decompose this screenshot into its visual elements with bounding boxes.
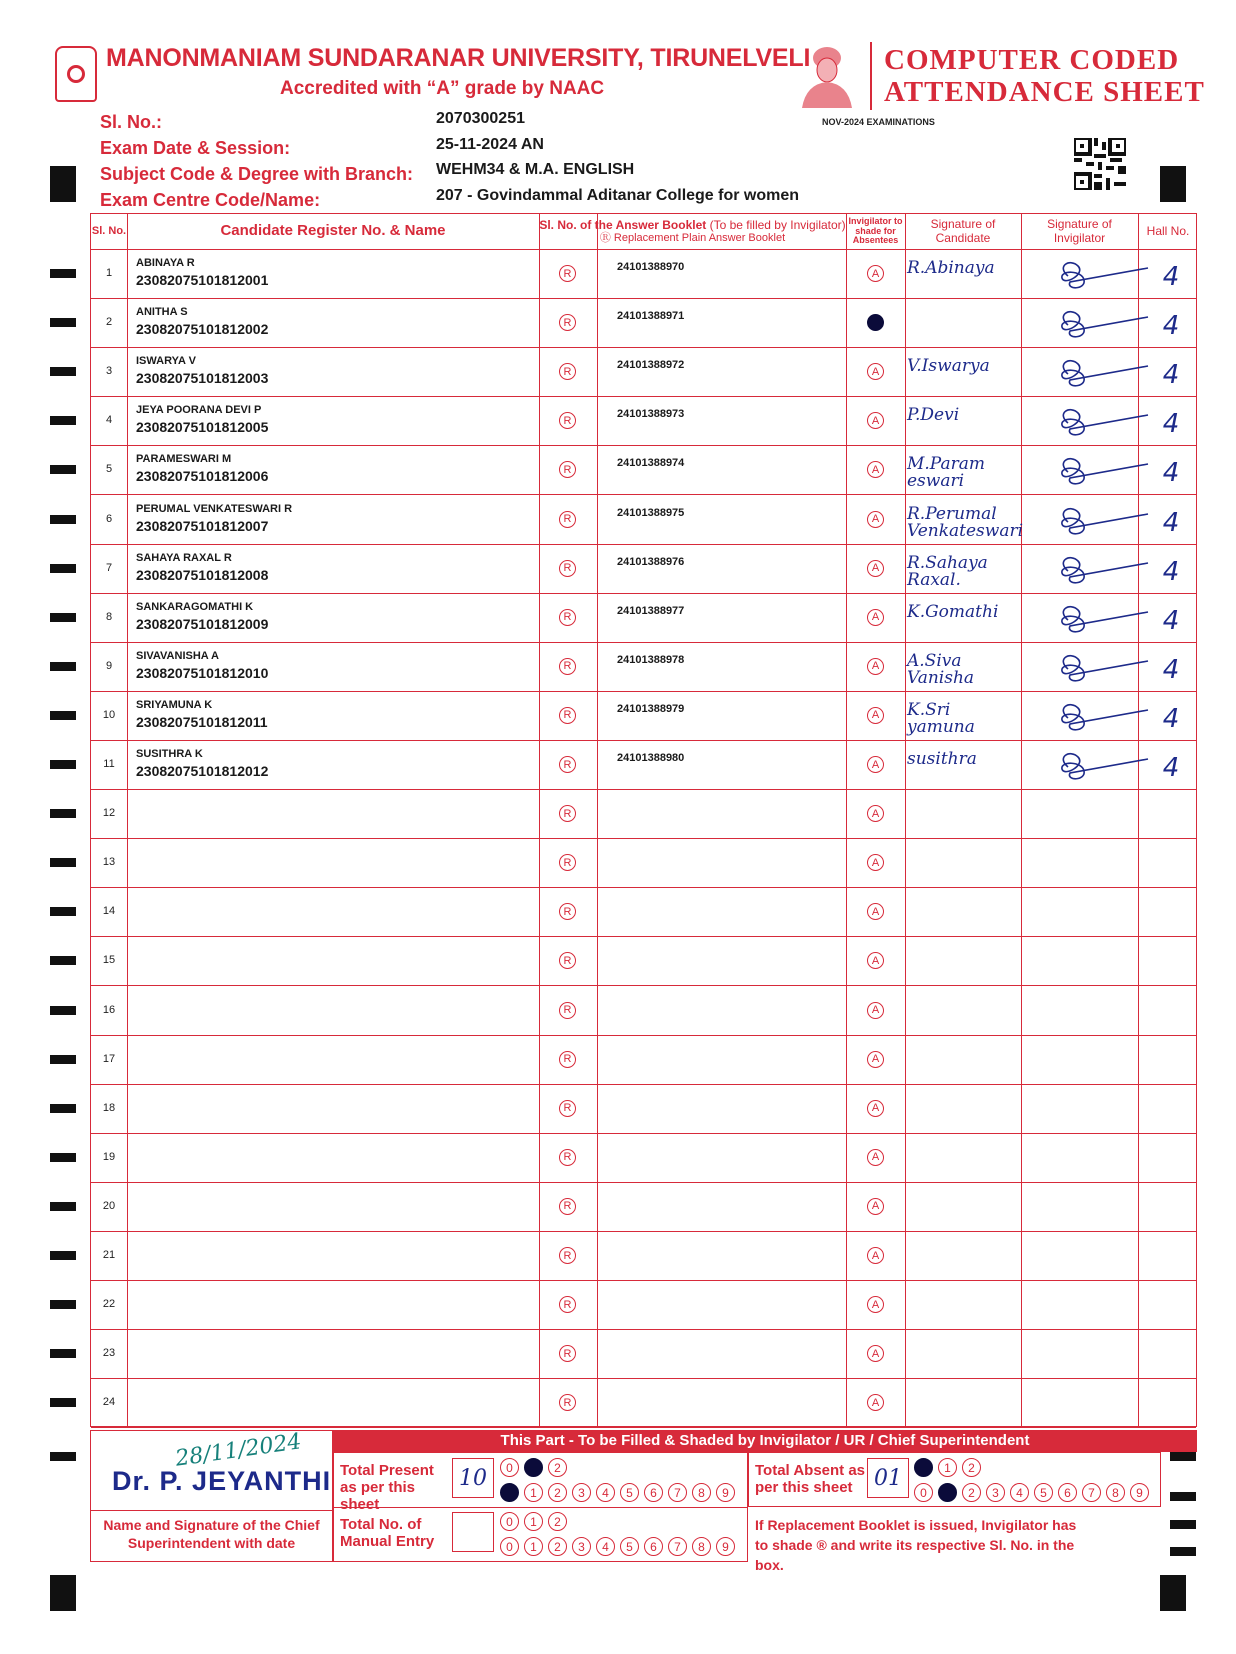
digit-bubble[interactable]: 1 — [524, 1537, 543, 1556]
absent-bubble[interactable]: A — [867, 560, 884, 577]
invigilator-signature-icon — [1048, 452, 1158, 492]
invigilator-signature-icon — [1048, 354, 1158, 394]
candidate-register-no: 23082075101812012 — [136, 763, 269, 779]
absent-bubble[interactable]: A — [867, 1296, 884, 1313]
digit-bubble[interactable]: 2 — [548, 1537, 567, 1556]
exam-tag: NOV-2024 EXAMINATIONS — [822, 117, 935, 127]
candidate-register-no: 23082075101812006 — [136, 468, 269, 485]
table-row — [91, 1134, 1196, 1183]
booklet-number: 24101388970 — [617, 261, 685, 273]
absent-bubble[interactable]: A — [867, 265, 884, 282]
digit-bubble[interactable]: 5 — [1034, 1483, 1053, 1502]
candidate-name: SUSITHRA K — [136, 748, 203, 760]
manual-entry-label: Total No. of Manual Entry — [340, 1516, 435, 1550]
candidate-register-no: 23082075101812002 — [136, 321, 269, 338]
exam-date-value: 25-11-2024 AN — [436, 136, 544, 153]
digit-bubble[interactable]: 8 — [692, 1483, 711, 1502]
table-row — [91, 888, 1196, 937]
digit-bubble[interactable] — [524, 1458, 543, 1477]
digit-bubble[interactable]: 4 — [596, 1537, 615, 1556]
candidate-signature: P.Devi — [907, 405, 960, 426]
table-row — [91, 839, 1196, 888]
hall-number: 4 — [1162, 458, 1180, 489]
timing-mark — [50, 907, 76, 916]
candidate-name: JEYA POORANA DEVI P — [136, 404, 262, 417]
invigilator-signature-icon — [1048, 600, 1158, 640]
sl-no-value: 2070300251 — [436, 110, 525, 127]
digit-bubble[interactable]: 8 — [692, 1537, 711, 1556]
row-sl-no: 4 — [105, 414, 113, 427]
absent-bubble[interactable]: A — [867, 1149, 884, 1166]
timing-mark — [1170, 1452, 1196, 1461]
digit-bubble[interactable]: 6 — [644, 1537, 663, 1556]
timing-mark — [50, 662, 76, 671]
candidate-name: PARAMESWARI M — [136, 453, 232, 466]
absent-bubble[interactable]: A — [867, 854, 884, 871]
digit-bubble[interactable]: 1 — [524, 1512, 543, 1531]
booklet-number: 24101388979 — [617, 702, 685, 715]
row-sl-no: 11 — [103, 758, 115, 770]
row-sl-no: 18 — [102, 1101, 116, 1114]
candidate-signature: susithra — [907, 749, 977, 769]
invigilator-signature-icon — [1048, 698, 1158, 738]
present-units-bubbles[interactable] — [500, 1483, 735, 1502]
digit-bubble[interactable]: 3 — [572, 1537, 591, 1556]
candidate-name: SAHAYA RAXAL R — [136, 551, 232, 564]
replacement-bubble[interactable]: R — [559, 1051, 576, 1068]
col-absentee: Invigilator to shade for Absentees — [848, 215, 903, 246]
table-row — [91, 1183, 1196, 1232]
col-candidate: Candidate Register No. & Name — [220, 222, 446, 240]
timing-mark — [1170, 1547, 1196, 1556]
candidate-register-no: 23082075101812010 — [136, 664, 269, 681]
row-sl-no: 21 — [102, 1249, 116, 1261]
timing-mark — [50, 367, 76, 376]
centre-label: Exam Centre Code/Name: — [100, 190, 321, 210]
digit-bubble[interactable]: 7 — [668, 1537, 687, 1556]
replacement-bubble[interactable]: R — [559, 1002, 576, 1019]
table-row — [91, 987, 1196, 1036]
timing-mark — [50, 1251, 76, 1260]
attendance-table — [90, 213, 1197, 1427]
replacement-bubble[interactable]: R — [559, 1100, 576, 1117]
timing-mark — [50, 465, 76, 474]
manual-entry-value[interactable] — [452, 1512, 494, 1552]
replacement-bubble[interactable]: R — [559, 1149, 576, 1166]
timing-mark — [50, 1349, 76, 1358]
invigilator-signature-icon — [1048, 502, 1158, 542]
row-sl-no: 23 — [102, 1347, 116, 1360]
table-row — [91, 741, 1196, 790]
university-name: MANONMANIAM SUNDARANAR UNIVERSITY, TIRUNELVELI — [106, 44, 811, 72]
table-row — [91, 692, 1196, 741]
candidate-signature: A.Siva Vanisha — [907, 650, 975, 688]
sl-no-label: Sl. No.: — [100, 112, 162, 132]
digit-bubble[interactable]: 0 — [500, 1512, 519, 1531]
booklet-number: 24101388980 — [617, 752, 685, 764]
table-row — [91, 299, 1196, 348]
qr-code-icon — [1074, 138, 1126, 190]
row-sl-no: 1 — [105, 267, 113, 279]
absent-bubble[interactable]: A — [867, 1394, 884, 1411]
digit-bubble[interactable]: 1 — [524, 1483, 543, 1502]
absent-bubble[interactable]: A — [867, 511, 884, 528]
absent-bubble[interactable]: A — [867, 609, 884, 626]
founder-portrait-icon — [796, 42, 858, 108]
candidate-register-no: 23082075101812007 — [136, 517, 269, 534]
timing-mark — [50, 1398, 76, 1407]
invigilator-signature-icon — [1048, 747, 1158, 787]
row-sl-no: 9 — [105, 659, 113, 672]
digit-bubble[interactable]: 2 — [548, 1458, 567, 1477]
hall-number: 4 — [1162, 753, 1180, 783]
timing-mark — [50, 416, 76, 425]
absent-bubble[interactable]: A — [867, 363, 884, 380]
row-sl-no: 5 — [105, 463, 113, 476]
total-absent-label: Total Absent as per this sheet — [755, 1462, 866, 1496]
replacement-bubble[interactable]: R — [559, 412, 576, 429]
row-sl-no: 3 — [105, 365, 113, 378]
timing-mark — [50, 166, 76, 202]
candidate-name: ANITHA S — [136, 306, 188, 319]
candidate-name: SIVAVANISHA A — [136, 649, 219, 662]
row-sl-no: 14 — [102, 905, 116, 918]
replacement-bubble[interactable]: R — [559, 1296, 576, 1313]
col-booklet: Sl. No. of the Answer Booklet (To be filled by Invigilator) Ⓡ Replacement Plain Answer Booklet — [539, 217, 846, 245]
hall-number: 4 — [1162, 654, 1180, 685]
row-sl-no: 13 — [102, 856, 116, 869]
table-row — [91, 496, 1196, 545]
candidate-signature: R.Abinaya — [907, 258, 995, 278]
absent-bubble[interactable]: A — [867, 1100, 884, 1117]
booklet-number: 24101388975 — [617, 506, 685, 519]
university-logo — [55, 46, 97, 102]
digit-bubble[interactable]: 2 — [548, 1512, 567, 1531]
invigilator-signature-icon — [1048, 403, 1158, 443]
absent-bubble[interactable]: A — [867, 1002, 884, 1019]
replacement-bubble[interactable]: R — [559, 805, 576, 822]
row-sl-no: 22 — [102, 1298, 116, 1311]
total-absent-value[interactable]: 01 — [867, 1458, 909, 1498]
candidate-name: ABINAYA R — [136, 257, 195, 269]
candidate-signature: R.Sahaya Raxal. — [907, 552, 988, 590]
digit-bubble[interactable]: 9 — [716, 1537, 735, 1556]
replacement-bubble[interactable]: R — [559, 903, 576, 920]
col-hall-no: Hall No. — [1146, 223, 1190, 238]
digit-bubble[interactable]: 7 — [1082, 1483, 1101, 1502]
absent-bubble[interactable]: A — [867, 903, 884, 920]
table-row — [91, 594, 1196, 643]
subject-label: Subject Code & Degree with Branch: — [100, 164, 414, 184]
digit-bubble[interactable]: 6 — [1058, 1483, 1077, 1502]
timing-mark — [50, 318, 76, 327]
replacement-bubble[interactable]: R — [559, 658, 576, 675]
digit-bubble[interactable]: 2 — [962, 1483, 981, 1502]
digit-bubble[interactable]: 4 — [1010, 1483, 1029, 1502]
digit-bubble[interactable]: 2 — [548, 1483, 567, 1502]
candidate-name: PERUMAL VENKATESWARI R — [136, 502, 293, 515]
timing-mark — [1160, 166, 1186, 202]
booklet-number: 24101388976 — [617, 555, 685, 568]
row-sl-no: 24 — [102, 1396, 116, 1409]
timing-mark — [1160, 1575, 1186, 1611]
manual-tens-bubbles[interactable] — [500, 1512, 567, 1531]
candidate-signature: R.Perumal Venkateswari — [907, 503, 1024, 541]
timing-mark — [50, 711, 76, 720]
timing-mark — [50, 1055, 76, 1064]
absent-bubble[interactable]: A — [867, 1247, 884, 1264]
candidate-signature: M.Param eswari — [907, 454, 986, 492]
row-sl-no: 16 — [102, 1003, 116, 1016]
table-row — [91, 1281, 1196, 1330]
candidate-register-no: 23082075101812003 — [136, 370, 269, 387]
table-row — [91, 397, 1196, 446]
digit-bubble[interactable]: 0 — [500, 1458, 519, 1477]
invigilator-signature-icon — [1048, 305, 1158, 345]
timing-mark — [50, 1153, 76, 1162]
timing-mark — [50, 1300, 76, 1309]
candidate-register-no: 23082075101812011 — [136, 713, 268, 730]
candidate-register-no: 23082075101812005 — [136, 419, 269, 436]
absent-bubble[interactable]: A — [867, 412, 884, 429]
digit-bubble[interactable]: 5 — [620, 1537, 639, 1556]
hall-number: 4 — [1162, 703, 1180, 734]
footer-banner: This Part - To be Filled & Shaded by Invigilator / UR / Chief Superintendent — [333, 1430, 1197, 1452]
replacement-bubble[interactable]: R — [559, 707, 576, 724]
chief-superintendent-name: Dr. P. JEYANTHI — [112, 1466, 332, 1496]
row-sl-no: 6 — [105, 512, 113, 525]
col-sl-no: Sl. No. — [91, 225, 127, 238]
table-row — [91, 1232, 1196, 1281]
replacement-bubble[interactable]: R — [559, 952, 576, 969]
title-divider — [870, 42, 872, 110]
absent-bubble[interactable] — [867, 314, 884, 331]
table-row — [91, 545, 1196, 594]
row-sl-no: 17 — [102, 1052, 116, 1065]
absent-bubble[interactable]: A — [867, 658, 884, 675]
row-sl-no: 12 — [102, 807, 116, 820]
hall-number: 4 — [1162, 262, 1180, 292]
digit-bubble[interactable]: 2 — [962, 1458, 981, 1477]
timing-mark — [50, 1452, 76, 1461]
absent-bubble[interactable]: A — [867, 952, 884, 969]
candidate-name: ISWARYA V — [136, 355, 196, 368]
col-candidate-signature: Signature of Candidate — [930, 217, 996, 245]
table-row — [91, 790, 1196, 839]
replacement-bubble[interactable]: R — [559, 756, 576, 773]
digit-bubble[interactable]: 3 — [572, 1483, 591, 1502]
table-row — [91, 643, 1196, 692]
booklet-number: 24101388977 — [617, 604, 685, 617]
replacement-bubble[interactable]: R — [559, 854, 576, 871]
replacement-bubble[interactable]: R — [559, 265, 576, 282]
chief-label: Name and Signature of the Chief Superintendent with date — [103, 1517, 320, 1551]
candidate-register-no: 23082075101812001 — [136, 272, 269, 288]
timing-mark — [50, 515, 76, 524]
digit-bubble[interactable]: 4 — [596, 1483, 615, 1502]
replacement-bubble[interactable]: R — [559, 461, 576, 478]
table-row — [91, 1085, 1196, 1134]
timing-mark — [50, 956, 76, 965]
timing-mark — [50, 613, 76, 622]
candidate-register-no: 23082075101812008 — [136, 566, 269, 583]
replacement-bubble[interactable]: R — [559, 314, 576, 331]
candidate-signature: V.Iswarya — [907, 356, 990, 377]
total-present-label: Total Present as per this sheet — [340, 1462, 434, 1513]
table-row — [91, 446, 1196, 495]
digit-bubble[interactable]: 5 — [620, 1483, 639, 1502]
digit-bubble[interactable]: 9 — [1130, 1483, 1149, 1502]
accreditation-text: Accredited with “A” grade by NAAC — [280, 78, 605, 99]
absent-bubble[interactable]: A — [867, 1051, 884, 1068]
hall-number: 4 — [1162, 409, 1180, 440]
table-row — [91, 1379, 1196, 1428]
replacement-bubble[interactable]: R — [559, 511, 576, 528]
timing-mark — [1170, 1520, 1196, 1529]
replacement-bubble[interactable]: R — [559, 363, 576, 380]
row-sl-no: 15 — [102, 954, 116, 967]
timing-mark — [50, 1202, 76, 1211]
booklet-number: 24101388971 — [617, 310, 685, 323]
digit-bubble[interactable]: 8 — [1106, 1483, 1125, 1502]
absent-bubble[interactable]: A — [867, 707, 884, 724]
digit-bubble[interactable]: 9 — [716, 1483, 735, 1502]
manual-units-bubbles[interactable] — [500, 1537, 735, 1556]
absent-tens-bubbles[interactable] — [914, 1458, 981, 1477]
digit-bubble[interactable]: 6 — [644, 1483, 663, 1502]
sheet-title: COMPUTER CODED ATTENDANCE SHEET — [884, 44, 1205, 108]
hall-number: 4 — [1162, 605, 1180, 636]
digit-bubble[interactable]: 1 — [938, 1458, 957, 1477]
booklet-number: 24101388974 — [617, 457, 685, 470]
row-sl-no: 10 — [102, 708, 116, 721]
replacement-bubble[interactable]: R — [559, 560, 576, 577]
absent-bubble[interactable]: A — [867, 756, 884, 773]
digit-bubble[interactable]: 0 — [500, 1537, 519, 1556]
chief-signature-date: 28/11/2024 — [173, 1429, 303, 1472]
booklet-number: 24101388978 — [617, 653, 685, 666]
absent-units-bubbles[interactable] — [914, 1483, 1149, 1502]
candidate-name: SRIYAMUNA K — [136, 698, 213, 711]
timing-mark — [1170, 1492, 1196, 1501]
table-row — [91, 348, 1196, 397]
row-sl-no: 8 — [105, 610, 113, 623]
timing-mark — [50, 858, 76, 867]
absent-bubble[interactable]: A — [867, 461, 884, 478]
centre-value: 207 - Govindammal Aditanar College for women — [436, 187, 800, 204]
booklet-number: 24101388972 — [617, 359, 685, 372]
digit-bubble[interactable] — [938, 1483, 957, 1502]
hall-number: 4 — [1162, 360, 1180, 391]
row-sl-no: 7 — [105, 561, 113, 574]
absent-bubble[interactable]: A — [867, 805, 884, 822]
digit-bubble[interactable]: 0 — [914, 1483, 933, 1502]
replacement-bubble[interactable]: R — [559, 1247, 576, 1264]
timing-mark — [50, 760, 76, 769]
digit-bubble[interactable]: 3 — [986, 1483, 1005, 1502]
timing-mark — [50, 564, 76, 573]
absent-bubble[interactable]: A — [867, 1345, 884, 1362]
digit-bubble[interactable] — [500, 1483, 519, 1502]
row-sl-no: 2 — [105, 316, 113, 329]
table-row — [91, 250, 1196, 299]
present-tens-bubbles[interactable] — [500, 1458, 567, 1477]
replacement-bubble[interactable]: R — [559, 1394, 576, 1411]
col-invigilator-signature: Signature of Invigilator — [1047, 217, 1112, 245]
hall-number: 4 — [1162, 507, 1180, 538]
timing-mark — [50, 269, 76, 278]
hall-number: 4 — [1162, 311, 1180, 342]
digit-bubble[interactable]: 7 — [668, 1483, 687, 1502]
subject-value: WEHM34 & M.A. ENGLISH — [436, 161, 635, 178]
absent-bubble[interactable]: A — [867, 1198, 884, 1215]
candidate-register-no: 23082075101812009 — [136, 615, 269, 632]
invigilator-signature-icon — [1048, 256, 1158, 296]
invigilator-signature-icon — [1048, 649, 1158, 689]
exam-date-label: Exam Date & Session: — [100, 138, 291, 158]
booklet-number: 24101388973 — [617, 408, 685, 421]
replacement-bubble[interactable]: R — [559, 609, 576, 626]
table-row — [91, 937, 1196, 986]
replacement-bubble[interactable]: R — [559, 1345, 576, 1362]
digit-bubble[interactable] — [914, 1458, 933, 1477]
total-present-value[interactable]: 10 — [452, 1458, 494, 1498]
timing-mark — [50, 1006, 76, 1015]
replacement-bubble[interactable]: R — [559, 1198, 576, 1215]
candidate-name: SANKARAGOMATHI K — [136, 600, 254, 613]
candidate-signature: K.Gomathi — [907, 601, 999, 622]
table-row — [91, 1330, 1196, 1379]
timing-mark — [50, 1575, 76, 1611]
invigilator-signature-icon — [1048, 551, 1158, 591]
replacement-note: If Replacement Booklet is issued, Invigilator has to shade ® and write its respective Sl. No. in the box. — [755, 1517, 1077, 1573]
candidate-signature: K.Sri yamuna — [907, 699, 975, 737]
timing-mark — [50, 1104, 76, 1113]
timing-mark — [50, 809, 76, 818]
hall-number: 4 — [1162, 556, 1180, 587]
row-sl-no: 19 — [102, 1150, 116, 1163]
table-row — [91, 1036, 1196, 1085]
row-sl-no: 20 — [102, 1199, 116, 1212]
